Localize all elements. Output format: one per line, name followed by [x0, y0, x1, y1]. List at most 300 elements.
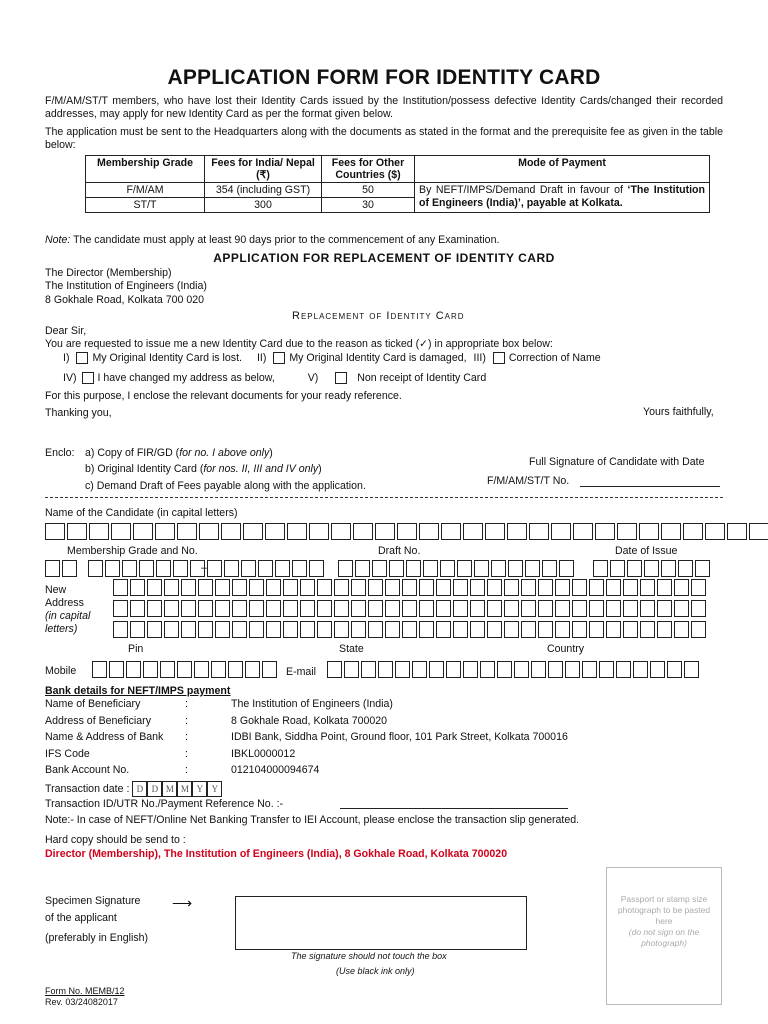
bank-colon: : — [185, 698, 188, 710]
char-box[interactable] — [446, 661, 461, 678]
date-char-box[interactable]: Y — [192, 781, 207, 797]
char-box[interactable] — [508, 560, 523, 577]
char-box[interactable] — [548, 661, 563, 678]
char-box[interactable] — [617, 523, 637, 540]
option-non-receipt-checkbox[interactable] — [335, 372, 347, 384]
enclosure-suffix: ) — [269, 447, 273, 459]
enclosure-b — [85, 463, 322, 475]
char-box[interactable] — [650, 661, 665, 678]
char-box[interactable] — [215, 600, 230, 617]
option-name-correction-checkbox[interactable] — [493, 352, 505, 364]
char-box[interactable] — [262, 661, 277, 678]
char-box[interactable] — [275, 560, 290, 577]
char-box[interactable] — [599, 661, 614, 678]
char-box[interactable] — [538, 579, 553, 596]
char-box[interactable] — [130, 600, 145, 617]
char-box[interactable] — [309, 560, 324, 577]
neft-note: Note:- In case of NEFT/Online Net Banking Transfer to IEI Account, please enclose the transaction slip generated. — [45, 814, 580, 826]
transaction-date-input[interactable] — [132, 781, 222, 797]
char-box[interactable] — [674, 621, 689, 638]
char-box[interactable] — [423, 560, 438, 577]
char-box[interactable] — [334, 621, 349, 638]
char-box[interactable] — [266, 579, 281, 596]
char-box[interactable] — [232, 600, 247, 617]
address-line-1-boxes[interactable] — [113, 579, 708, 596]
char-box[interactable] — [361, 661, 376, 678]
note-label: Note: — [45, 234, 71, 246]
char-box[interactable] — [292, 560, 307, 577]
table-row — [86, 183, 710, 198]
char-box[interactable] — [470, 579, 485, 596]
char-box[interactable] — [457, 560, 472, 577]
char-box[interactable] — [691, 579, 706, 596]
char-box[interactable] — [177, 523, 197, 540]
char-box[interactable] — [198, 579, 213, 596]
char-box[interactable] — [355, 560, 370, 577]
char-box[interactable] — [156, 560, 171, 577]
bank-label: Bank Account No. — [45, 764, 130, 776]
char-box[interactable] — [406, 560, 421, 577]
mobile-boxes[interactable] — [92, 661, 279, 678]
form-number: Form No. MEMB/12 — [45, 986, 125, 996]
char-box[interactable] — [317, 600, 332, 617]
char-box[interactable] — [640, 600, 655, 617]
char-box[interactable] — [88, 560, 103, 577]
char-box[interactable] — [133, 523, 153, 540]
fee-table-header — [86, 156, 710, 183]
char-box[interactable] — [300, 600, 315, 617]
char-box[interactable] — [453, 600, 468, 617]
char-box[interactable] — [572, 600, 587, 617]
char-box[interactable] — [555, 600, 570, 617]
char-box[interactable] — [640, 621, 655, 638]
char-box[interactable] — [241, 560, 256, 577]
char-box[interactable] — [538, 600, 553, 617]
char-box[interactable] — [177, 661, 192, 678]
char-box[interactable] — [606, 579, 621, 596]
char-box[interactable] — [147, 621, 162, 638]
char-box[interactable] — [243, 523, 263, 540]
char-box[interactable] — [485, 523, 505, 540]
bank-colon: : — [185, 747, 188, 760]
char-box[interactable] — [89, 523, 109, 540]
char-box[interactable] — [351, 600, 366, 617]
char-box[interactable] — [164, 579, 179, 596]
char-box[interactable] — [395, 661, 410, 678]
char-box[interactable] — [45, 560, 60, 577]
char-box[interactable] — [266, 600, 281, 617]
char-box[interactable] — [661, 523, 681, 540]
enclose-text: For this purpose, I enclose the relevant documents for your ready reference. — [45, 390, 402, 402]
char-box[interactable] — [368, 621, 383, 638]
char-box[interactable] — [181, 621, 196, 638]
char-box[interactable] — [644, 560, 659, 577]
state-label: State — [339, 643, 364, 655]
char-box[interactable] — [691, 600, 706, 617]
char-box[interactable] — [429, 661, 444, 678]
page-title: APPLICATION FORM FOR IDENTITY CARD — [167, 66, 601, 89]
signature-box[interactable] — [235, 896, 527, 950]
char-box[interactable] — [419, 621, 434, 638]
char-box[interactable] — [62, 560, 77, 577]
char-box[interactable] — [542, 560, 557, 577]
char-box[interactable] — [147, 579, 162, 596]
char-box[interactable] — [531, 661, 546, 678]
char-box[interactable] — [678, 560, 693, 577]
option-label: My Original Identity Card is lost. — [92, 352, 242, 364]
char-box[interactable] — [453, 621, 468, 638]
draft-no-boxes[interactable] — [338, 560, 576, 577]
char-box[interactable] — [589, 579, 604, 596]
char-box[interactable] — [555, 621, 570, 638]
char-box[interactable] — [181, 579, 196, 596]
char-box[interactable] — [111, 523, 131, 540]
char-box[interactable] — [616, 661, 631, 678]
request-text: You are requested to issue me a new Identity Card due to the reason as ticked (✓) in appropriate box below: — [45, 338, 553, 350]
transaction-id-field[interactable] — [340, 808, 568, 809]
char-box[interactable] — [683, 523, 703, 540]
enclosure-suffix: ) — [318, 463, 322, 475]
char-box[interactable] — [113, 621, 128, 638]
option-label: My Original Identity Card is damaged, — [289, 352, 467, 364]
char-box[interactable] — [300, 621, 315, 638]
char-box[interactable] — [224, 560, 239, 577]
char-box[interactable] — [198, 621, 213, 638]
membership-label: Membership Grade and No. — [67, 545, 198, 557]
char-box[interactable] — [232, 621, 247, 638]
date-char-box[interactable]: M — [177, 781, 192, 797]
char-box[interactable] — [160, 661, 175, 678]
char-box[interactable] — [565, 661, 580, 678]
char-box[interactable] — [572, 621, 587, 638]
char-box[interactable] — [436, 579, 451, 596]
char-box[interactable] — [674, 579, 689, 596]
char-box[interactable] — [334, 600, 349, 617]
char-box[interactable] — [480, 661, 495, 678]
char-box[interactable] — [521, 600, 536, 617]
new-address-label: New Address — [45, 584, 84, 609]
char-box[interactable] — [385, 600, 400, 617]
char-box[interactable] — [265, 523, 285, 540]
char-box[interactable] — [385, 579, 400, 596]
char-box[interactable] — [504, 579, 519, 596]
char-box[interactable] — [487, 579, 502, 596]
char-box[interactable] — [327, 661, 342, 678]
char-box[interactable] — [92, 661, 107, 678]
char-box[interactable] — [623, 621, 638, 638]
char-box[interactable] — [368, 600, 383, 617]
option-number: IV) — [63, 372, 77, 384]
char-box[interactable] — [551, 523, 571, 540]
char-box[interactable] — [657, 600, 672, 617]
char-box[interactable] — [143, 661, 158, 678]
char-box[interactable] — [283, 579, 298, 596]
char-box[interactable] — [470, 621, 485, 638]
char-box[interactable] — [221, 523, 241, 540]
cell-payment-mode — [415, 183, 710, 213]
char-box[interactable] — [317, 579, 332, 596]
cell-india-fee: 354 (including GST) — [205, 183, 322, 198]
char-box[interactable] — [559, 560, 574, 577]
bank-colon: : — [185, 714, 188, 727]
bank-colon: : — [185, 764, 188, 776]
char-box[interactable] — [572, 579, 587, 596]
membership-no-boxes[interactable] — [88, 560, 326, 577]
char-box[interactable] — [436, 621, 451, 638]
char-box[interactable] — [249, 600, 264, 617]
char-box[interactable] — [627, 560, 642, 577]
char-box[interactable] — [470, 600, 485, 617]
address-line-2: The Institution of Engineers (India) — [45, 280, 207, 292]
payment-bold: ‘The Institution of Engineers (India)’, payable at Kolkata. — [419, 184, 705, 209]
replacement-heading: Replacement of Identity Card — [292, 310, 465, 322]
char-box[interactable] — [684, 661, 699, 678]
char-box[interactable] — [164, 600, 179, 617]
char-box[interactable] — [351, 579, 366, 596]
date-char-box[interactable]: M — [162, 781, 177, 797]
yours-faithfully: Yours faithfully, — [643, 406, 714, 418]
revision: Rev. 03/24082017 — [45, 997, 118, 1007]
char-box[interactable] — [589, 600, 604, 617]
char-box[interactable] — [667, 661, 682, 678]
char-box[interactable] — [338, 560, 353, 577]
char-box[interactable] — [639, 523, 659, 540]
membership-grade-boxes[interactable] — [45, 560, 79, 577]
char-box[interactable] — [593, 560, 608, 577]
char-box[interactable] — [126, 661, 141, 678]
membership-dash: – — [201, 562, 207, 574]
new-address-note: (in capital letters) — [45, 610, 91, 635]
note — [45, 234, 499, 246]
char-box[interactable] — [402, 600, 417, 617]
intro-paragraph: F/M/AM/ST/T members, who have lost their Identity Cards issued by the Institution/possess defective Identity Cards/changed their recorded addresses, may apply for new Identity Card as per the format given below. — [45, 95, 723, 120]
char-box[interactable] — [419, 600, 434, 617]
hardcopy-label: Hard copy should be send to : — [45, 834, 186, 846]
char-box[interactable] — [283, 621, 298, 638]
char-box[interactable] — [640, 579, 655, 596]
option-number: I) — [63, 352, 70, 364]
col-fees-other: Fees for Other Countries ($) — [322, 156, 415, 183]
char-box[interactable] — [397, 523, 417, 540]
char-box[interactable] — [504, 600, 519, 617]
option-damaged-checkbox[interactable] — [273, 352, 285, 364]
char-box[interactable] — [113, 579, 128, 596]
char-box[interactable] — [378, 661, 393, 678]
option-lost-checkbox[interactable] — [76, 352, 88, 364]
bank-label: Name of Beneficiary — [45, 698, 141, 710]
char-box[interactable] — [266, 621, 281, 638]
char-box[interactable] — [674, 600, 689, 617]
char-box[interactable] — [582, 661, 597, 678]
char-box[interactable] — [283, 600, 298, 617]
char-box[interactable] — [521, 579, 536, 596]
char-box[interactable] — [173, 560, 188, 577]
char-box[interactable] — [412, 661, 427, 678]
char-box[interactable] — [198, 600, 213, 617]
char-box[interactable] — [691, 621, 706, 638]
address-line-3: 8 Gokhale Road, Kolkata 700 020 — [45, 294, 205, 306]
char-box[interactable] — [606, 621, 621, 638]
date-char-box[interactable]: D — [147, 781, 162, 797]
char-box[interactable] — [287, 523, 307, 540]
col-membership-grade: Membership Grade — [86, 156, 205, 183]
date-issue-boxes[interactable] — [593, 560, 712, 577]
col-mode-payment: Mode of Payment — [415, 156, 710, 183]
fm-no-field[interactable] — [580, 486, 720, 487]
enclo-label: Enclo: — [45, 447, 75, 459]
char-box[interactable] — [199, 523, 219, 540]
char-box[interactable] — [344, 661, 359, 678]
char-box[interactable] — [419, 523, 439, 540]
bank-label: Name & Address of Bank — [45, 731, 164, 743]
cell-other-fee: 50 — [322, 183, 415, 198]
draft-label: Draft No. — [378, 545, 421, 557]
transaction-date-label: Transaction date : — [45, 782, 130, 795]
char-box[interactable] — [139, 560, 154, 577]
char-box[interactable] — [507, 523, 527, 540]
char-box[interactable] — [514, 661, 529, 678]
char-box[interactable] — [45, 523, 65, 540]
char-box[interactable] — [441, 523, 461, 540]
fee-table — [85, 155, 710, 213]
char-box[interactable] — [623, 579, 638, 596]
char-box[interactable] — [474, 560, 489, 577]
option-number: V) — [307, 372, 319, 384]
char-box[interactable] — [749, 523, 768, 540]
char-box[interactable] — [497, 661, 512, 678]
email-boxes[interactable] — [327, 661, 701, 678]
char-box[interactable] — [661, 560, 676, 577]
char-box[interactable] — [109, 661, 124, 678]
char-box[interactable] — [727, 523, 747, 540]
char-box[interactable] — [258, 560, 273, 577]
char-box[interactable] — [334, 579, 349, 596]
cell-grade: F/M/AM — [86, 183, 205, 198]
char-box[interactable] — [211, 661, 226, 678]
signature-note-1: The signature should not touch the box — [291, 951, 447, 961]
char-box[interactable] — [487, 600, 502, 617]
char-box[interactable] — [353, 523, 373, 540]
char-box[interactable] — [633, 661, 648, 678]
char-box[interactable] — [491, 560, 506, 577]
fm-no-label: F/M/AM/ST/T No. — [487, 475, 570, 487]
char-box[interactable] — [657, 621, 672, 638]
option-label: I have changed my address as below, — [97, 372, 275, 384]
bank-value: 8 Gokhale Road, Kolkata 700020 — [231, 714, 388, 727]
char-box[interactable] — [402, 579, 417, 596]
char-box[interactable] — [453, 579, 468, 596]
char-box[interactable] — [521, 621, 536, 638]
hardcopy-address: Director (Membership), The Institution of Engineers (India), 8 Gokhale Road, Kolkata 700020 — [45, 848, 508, 860]
char-box[interactable] — [610, 560, 625, 577]
char-box[interactable] — [207, 560, 222, 577]
char-box[interactable] — [695, 560, 710, 577]
address-line-2-boxes[interactable] — [113, 600, 708, 617]
char-box[interactable] — [385, 621, 400, 638]
option-address-change-checkbox[interactable] — [82, 372, 94, 384]
char-box[interactable] — [440, 560, 455, 577]
date-char-box[interactable]: Y — [207, 781, 222, 797]
bank-value: IBKL0000012 — [231, 747, 296, 760]
date-char-box[interactable]: D — [132, 781, 147, 797]
address-line-3-boxes[interactable] — [113, 621, 708, 638]
name-input-boxes[interactable] — [45, 523, 768, 540]
char-box[interactable] — [122, 560, 137, 577]
char-box[interactable] — [215, 579, 230, 596]
char-box[interactable] — [194, 661, 209, 678]
char-box[interactable] — [595, 523, 615, 540]
char-box[interactable] — [705, 523, 725, 540]
char-box[interactable] — [375, 523, 395, 540]
char-box[interactable] — [309, 523, 329, 540]
char-box[interactable] — [419, 579, 434, 596]
char-box[interactable] — [155, 523, 175, 540]
char-box[interactable] — [555, 579, 570, 596]
photo-box[interactable] — [606, 867, 722, 1005]
char-box[interactable] — [463, 661, 478, 678]
char-box[interactable] — [67, 523, 87, 540]
char-box[interactable] — [331, 523, 351, 540]
option-label: Correction of Name — [508, 352, 601, 364]
bank-value: 012104000094674 — [231, 764, 320, 776]
char-box[interactable] — [249, 579, 264, 596]
bank-label: Address of Beneficiary — [45, 714, 151, 727]
char-box[interactable] — [504, 621, 519, 638]
char-box[interactable] — [487, 621, 502, 638]
enclosure-c: c) Demand Draft of Fees payable along with the application. — [85, 480, 366, 492]
bank-value: The Institution of Engineers (India) — [231, 698, 393, 710]
char-box[interactable] — [245, 661, 260, 678]
char-box[interactable] — [228, 661, 243, 678]
char-box[interactable] — [368, 579, 383, 596]
full-signature-label: Full Signature of Candidate with Date — [529, 456, 705, 468]
char-box[interactable] — [181, 600, 196, 617]
char-box[interactable] — [300, 579, 315, 596]
enclosure-text: a) Copy of FIR/GD ( — [85, 447, 180, 459]
char-box[interactable] — [436, 600, 451, 617]
char-box[interactable] — [232, 579, 247, 596]
char-box[interactable] — [589, 621, 604, 638]
char-box[interactable] — [389, 560, 404, 577]
char-box[interactable] — [529, 523, 549, 540]
char-box[interactable] — [317, 621, 332, 638]
char-box[interactable] — [147, 600, 162, 617]
char-box[interactable] — [113, 600, 128, 617]
char-box[interactable] — [130, 579, 145, 596]
char-box[interactable] — [573, 523, 593, 540]
char-box[interactable] — [372, 560, 387, 577]
char-box[interactable] — [105, 560, 120, 577]
payment-plain: By NEFT/IMPS/Demand Draft in favour of — [419, 184, 628, 196]
char-box[interactable] — [215, 621, 230, 638]
char-box[interactable] — [606, 600, 621, 617]
char-box[interactable] — [657, 579, 672, 596]
char-box[interactable] — [525, 560, 540, 577]
char-box[interactable] — [463, 523, 483, 540]
char-box[interactable] — [538, 621, 553, 638]
char-box[interactable] — [402, 621, 417, 638]
cell-other-fee: 30 — [322, 198, 415, 213]
char-box[interactable] — [130, 621, 145, 638]
char-box[interactable] — [623, 600, 638, 617]
char-box[interactable] — [164, 621, 179, 638]
bank-colon: : — [185, 731, 188, 743]
salutation: Dear Sir, — [45, 325, 87, 337]
char-box[interactable] — [249, 621, 264, 638]
cell-india-fee: 300 — [205, 198, 322, 213]
char-box[interactable] — [351, 621, 366, 638]
cut-line — [45, 497, 723, 498]
